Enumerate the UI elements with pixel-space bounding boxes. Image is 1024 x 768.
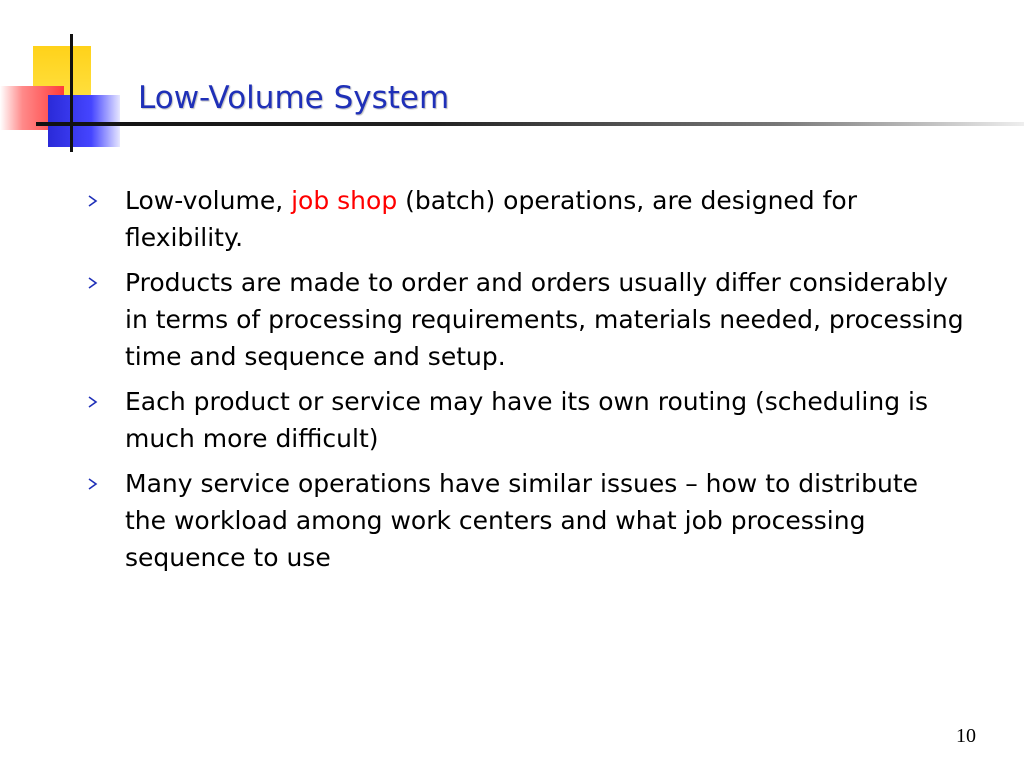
bullet-item (85, 465, 965, 576)
logo-vertical-line (70, 34, 73, 152)
bullet-text-part: Low-volume, (125, 186, 292, 215)
slide-title: Low-Volume System (138, 80, 450, 116)
bullet-list (85, 182, 965, 584)
bullet-item (85, 264, 965, 375)
decorative-logo (0, 0, 140, 160)
bullet-highlight-text: job shop (291, 186, 398, 215)
logo-blue-square (48, 95, 120, 147)
bullet-item (85, 182, 965, 256)
title-underline-rule (36, 122, 1024, 126)
bullet-text-part: (batch) operations, are designed for flexibility. (125, 186, 858, 252)
page-number: 10 (956, 725, 976, 747)
bullet-text: Products are made to order and orders usually differ considerably in terms of processing requirements, materials needed, processing time and sequence and setup. (125, 268, 964, 371)
bullet-item (85, 383, 965, 457)
bullet-text: Each product or service may have its own routing (scheduling is much more difficult) (125, 387, 928, 453)
bullet-text: Many service operations have similar issues – how to distribute the workload among work centers and what job processing sequence to use (125, 469, 919, 572)
